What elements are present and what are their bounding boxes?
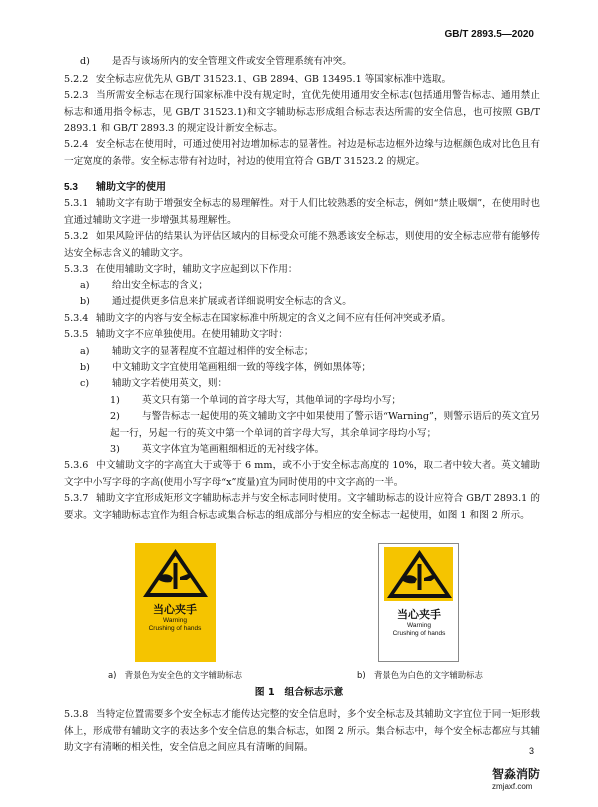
clause-5-3-5-c-3: 3) 英文字体宜为笔画粗细相近的无衬线字体。 xyxy=(110,444,325,455)
clause-5-2-4: 5.2.4 安全标志在使用时，可通过使用衬边增加标志的显著性。衬边是标志边框外边缘与边框颜色成对比色且有一定宽度的条带。安全标志带有衬边时，衬边的使用宜符合 GB/T 31523.2 的规定。 xyxy=(64,139,540,167)
clause-5-3-3-b: b) 通过提供更多信息来扩展或者详细说明安全标志的含义。 xyxy=(80,296,352,307)
clause-5-3-5-c: c) 辅助文字若使用英文，则： xyxy=(80,378,228,389)
clause-5-3-5-c-2: 2) 与警告标志一起使用的英文辅助文字中如果使用了警示语“Warning”，则警示语后的英文宜另起一行，另起一行的英文中第一个单词的首字母大写，其余单词字母均小写； xyxy=(110,411,540,439)
clause-5-3-1: 5.3.1 辅助文字有助于增强安全标志的易理解性。对于人们比较熟悉的安全标志，例如“禁止吸烟”，在使用时也宜通过辅助文字进一步增强其易理解性。 xyxy=(64,198,540,226)
clause-5-3-5: 5.3.5 辅助文字不应单独使用。在使用辅助文字时： xyxy=(64,329,288,340)
clause-5-2-3: 5.2.3 当所需安全标志在现行国家标准中没有规定时，宜优先使用通用安全标志(包括通用警告标志、通用禁止标志和通用指令标志，见 GB/T 31523.1)和文字辅助标志形成组合标志表达所需的安全信息，也可按照 GB/T 2893.1 和 GB/T 2893.3 的规定设计新安全标志。 xyxy=(64,90,540,134)
clause-5-3-5-b: b) 中文辅助文字宜使用笔画粗细一致的等线字体，例如黑体等； xyxy=(80,362,372,373)
figure-subcaption-b: b) 背景色为白色的文字辅助标志 xyxy=(357,670,483,680)
text-auxiliary-plate-b xyxy=(383,602,455,638)
watermark-logo xyxy=(492,765,540,791)
clause-5-3-3-a: a) 给出安全标志的含义； xyxy=(80,280,208,291)
crushing-hands-warning-icon xyxy=(385,548,454,600)
clause-5-3-6: 5.3.6 中文辅助文字的字高宜大于或等于 6 mm，或不小于安全标志高度的 10%，取二者中较大者。英文辅助文字中小写字母的字高(使用小写字母“x”度量)宜为同时使用的中文字高的一半。 xyxy=(64,460,540,488)
clause-5-3-3: 5.3.3 在使用辅助文字时，辅助文字应起到以下作用： xyxy=(64,264,298,275)
clause-5-3-5-a: a) 辅助文字的显著程度不宜超过相伴的安全标志； xyxy=(80,346,314,357)
warning-sign-safety-color xyxy=(135,543,216,662)
figure-subcaption-a: a) 背景色为安全色的文字辅助标志 xyxy=(108,670,243,680)
sign-text-warning: Warning xyxy=(407,622,431,629)
section-5-3-heading: 5.3 辅助文字的使用 xyxy=(64,182,166,193)
sign-text-en: Crushing of hands xyxy=(148,625,202,632)
clause-5-3-5-c-1: 1) 英文只有第一个单词的首字母大写，其他单词的字母均小写； xyxy=(110,395,402,406)
figure-caption: 图 1 组合标志示意 xyxy=(254,687,344,698)
crushing-hands-warning-icon xyxy=(141,547,210,599)
sign-text-warning: Warning xyxy=(163,617,187,624)
clause-5-3-4: 5.3.4 辅助文字的内容与安全标志在国家标准中所规定的含义之间不应有任何冲突或矛盾。 xyxy=(64,313,451,324)
paragraph-d: d) 是否与该场所内的安全管理文件或安全管理系统有冲突。 xyxy=(80,56,352,67)
clause-5-3-7: 5.3.7 辅助文字宜形成矩形文字辅助标志并与安全标志同时使用。文字辅助标志的设计应符合 GB/T 2893.1 的要求。文字辅助标志宜作为组合标志或集合标志的组成部分与相应的安全标志一起使用，如图 1 和图 2 所示。 xyxy=(64,493,540,521)
page-number: 3 xyxy=(528,746,534,756)
clause-5-3-2: 5.3.2 如果风险评估的结果认为评估区域内的目标受众可能不熟悉该安全标志，则使用的安全标志应带有能够传达安全标志含义的辅助文字。 xyxy=(64,231,540,259)
watermark-url: zmjaxf.com xyxy=(492,782,533,791)
clause-5-3-8: 5.3.8 当特定位置需要多个安全标志才能传达完整的安全信息时，多个安全标志及其辅助文字宜位于同一矩形载体上，形成带有辅助文字的表达多个安全信息的集合标志，如图 2 所示。集合标志中，每个安全标志都应与其辅助文字有清晰的相关性，安全信息之间应具有清晰的间隔。 xyxy=(64,709,540,753)
sign-text-cn: 当心夹手 xyxy=(153,603,197,616)
clause-5-2-2: 5.2.2 安全标志应优先从 GB/T 31523.1、GB 2894、GB 13495.1 等国家标准中选取。 xyxy=(64,74,452,85)
sign-text-cn: 当心夹手 xyxy=(397,608,441,621)
sign-text-en: Crushing of hands xyxy=(392,630,446,637)
watermark-name: 智淼消防 xyxy=(492,767,541,781)
standard-id: GB/T 2893.5—2020 xyxy=(444,29,534,40)
warning-sign-white-background xyxy=(378,543,459,662)
text-auxiliary-plate-a xyxy=(139,597,211,657)
